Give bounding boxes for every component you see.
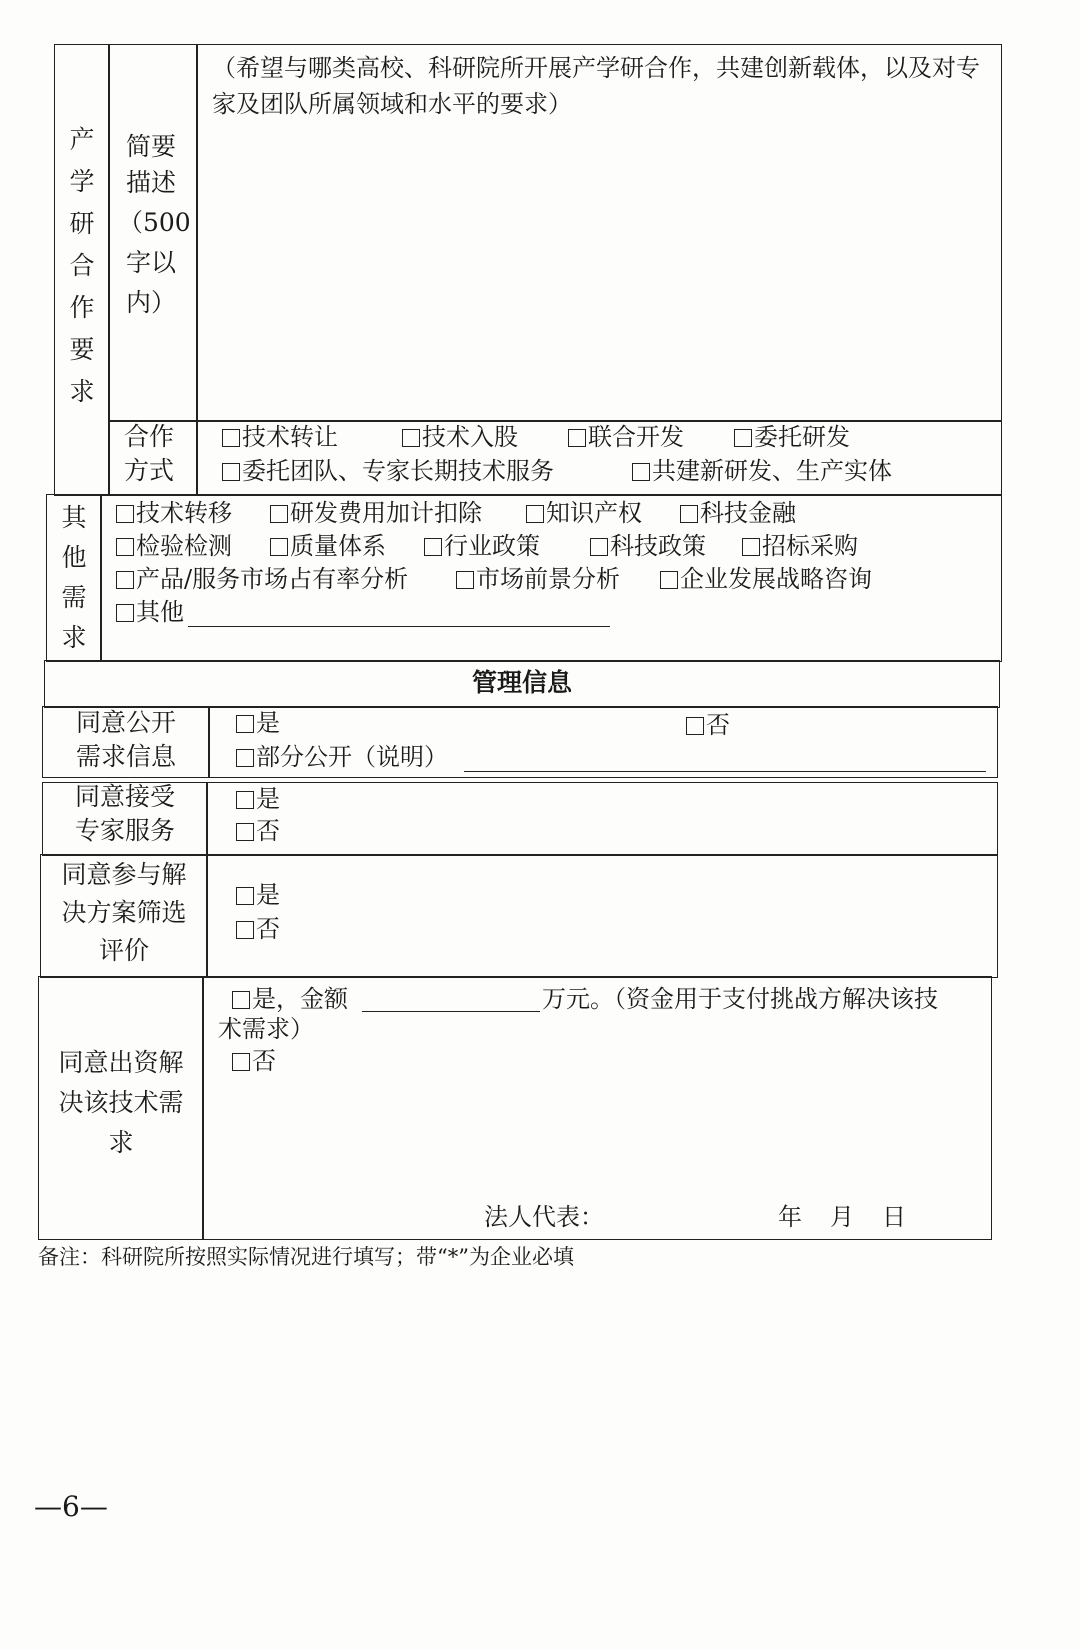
public-label-line: 需求信息 <box>75 742 176 771</box>
eval-options-cell <box>206 854 998 978</box>
other-option-rd-deduction[interactable]: 研发费用加计扣除 <box>270 496 482 530</box>
eval-label-line: 评价 <box>98 936 149 965</box>
fund-yes-suffix: 万元。（资金用于支付挑战方解决该技 <box>542 985 938 1013</box>
checkbox[interactable] <box>236 823 254 841</box>
checkbox[interactable] <box>270 538 288 556</box>
management-title: 管理信息 <box>471 668 572 697</box>
other-needs-label-char: 其 <box>61 503 87 532</box>
coop-option-tech-equity[interactable]: 技术入股 <box>402 420 518 454</box>
expert-no-option[interactable]: 否 <box>236 814 280 848</box>
coop-option-long-term-service[interactable]: 委托团队、专家长期技术服务 <box>222 454 554 488</box>
public-label-line: 同意公开 <box>75 708 176 737</box>
other-needs-label-char: 求 <box>61 623 87 652</box>
public-partial-explain-line[interactable] <box>464 771 986 772</box>
fund-no-option[interactable]: 否 <box>232 1044 276 1078</box>
other-option-inspection[interactable]: 检验检测 <box>116 529 232 563</box>
checkbox[interactable] <box>568 429 586 447</box>
checkbox[interactable] <box>232 1053 250 1071</box>
desc-label-line: （500 <box>118 208 191 237</box>
fund-yes-option[interactable]: 是，金额 <box>232 982 348 1016</box>
checkbox[interactable] <box>270 505 288 523</box>
eval-label-line: 同意参与解 <box>61 860 187 889</box>
eval-label-line: 决方案筛选 <box>61 898 187 927</box>
public-no-option[interactable]: 否 <box>686 708 730 742</box>
coop-option-joint-entity[interactable]: 共建新研发、生产实体 <box>632 454 892 488</box>
checkbox[interactable] <box>686 717 704 735</box>
desc-hint-text: （希望与哪类高校、科研院所开展产学研合作，共建创新载体，以及对专家及团队所属领域和水平的要求） <box>212 54 980 118</box>
checkbox[interactable] <box>222 429 240 447</box>
checkbox[interactable] <box>742 538 760 556</box>
coop-option-tech-transfer[interactable]: 技术转让 <box>222 420 338 454</box>
checkbox[interactable] <box>632 463 650 481</box>
fund-amount-input-line[interactable] <box>362 1011 540 1012</box>
checkbox[interactable] <box>236 887 254 905</box>
other-option-ip[interactable]: 知识产权 <box>526 496 642 530</box>
expert-options-cell <box>206 782 998 856</box>
date-month: 月 <box>830 1203 854 1231</box>
other-option-market-outlook[interactable]: 市场前景分析 <box>456 562 620 596</box>
other-specify-input-line[interactable] <box>188 626 610 627</box>
page-number: —6— <box>34 1490 108 1523</box>
other-option-tech-transfer[interactable]: 技术转移 <box>116 496 232 530</box>
section-coop-label-char: 学 <box>69 167 95 196</box>
other-needs-label-char: 需 <box>61 583 87 612</box>
footnote: 备注：科研院所按照实际情况进行填写；带“*”为企业必填 <box>38 1245 574 1269</box>
coop-mode-label-line: 方式 <box>124 456 175 485</box>
checkbox[interactable] <box>116 538 134 556</box>
checkbox[interactable] <box>456 571 474 589</box>
section-coop-label-char: 要 <box>69 335 95 364</box>
expert-yes-option[interactable]: 是 <box>236 782 280 816</box>
other-option-tech-finance[interactable]: 科技金融 <box>680 496 796 530</box>
checkbox[interactable] <box>236 715 254 733</box>
checkbox[interactable] <box>236 791 254 809</box>
checkbox[interactable] <box>116 505 134 523</box>
other-option-other[interactable]: 其他 <box>116 595 184 629</box>
checkbox[interactable] <box>660 571 678 589</box>
checkbox[interactable] <box>680 505 698 523</box>
expert-label-line: 专家服务 <box>74 816 175 845</box>
expert-label-line: 同意接受 <box>74 782 175 811</box>
checkbox[interactable] <box>222 463 240 481</box>
desc-label-line: 简要 <box>126 132 177 161</box>
coop-mode-label-line: 合作 <box>124 422 175 451</box>
fund-yes-line2: 术需求） <box>218 1015 314 1043</box>
checkbox[interactable] <box>402 429 420 447</box>
checkbox[interactable] <box>116 604 134 622</box>
checkbox[interactable] <box>236 921 254 939</box>
section-coop-label-char: 作 <box>69 293 95 322</box>
checkbox[interactable] <box>232 991 250 1009</box>
other-needs-label-char: 他 <box>61 543 87 572</box>
other-option-tech-policy[interactable]: 科技政策 <box>590 529 706 563</box>
public-partial-option[interactable]: 部分公开（说明） <box>236 740 448 774</box>
checkbox[interactable] <box>424 538 442 556</box>
section-coop-label-char: 产 <box>69 125 95 154</box>
other-option-industry-policy[interactable]: 行业政策 <box>424 529 540 563</box>
coop-option-commissioned-rd[interactable]: 委托研发 <box>734 420 850 454</box>
coop-option-joint-dev[interactable]: 联合开发 <box>568 420 684 454</box>
legal-rep-label: 法人代表： <box>484 1203 604 1231</box>
checkbox[interactable] <box>526 505 544 523</box>
fund-label-line: 同意出资解 <box>58 1048 184 1077</box>
fund-label-line: 求 <box>108 1128 134 1157</box>
desc-label-line: 内） <box>126 288 177 317</box>
section-coop-label-char: 求 <box>69 377 95 406</box>
eval-yes-option[interactable]: 是 <box>236 878 280 912</box>
checkbox[interactable] <box>734 429 752 447</box>
date-day: 日 <box>882 1203 906 1231</box>
other-option-strategy[interactable]: 企业发展战略咨询 <box>660 562 872 596</box>
section-coop-label-char: 合 <box>69 251 95 280</box>
other-option-market-share[interactable]: 产品/服务市场占有率分析 <box>116 562 408 596</box>
checkbox[interactable] <box>116 571 134 589</box>
checkbox[interactable] <box>590 538 608 556</box>
other-option-bidding[interactable]: 招标采购 <box>742 529 858 563</box>
fund-label-line: 决该技术需 <box>58 1088 184 1117</box>
desc-label-line: 描述 <box>126 168 177 197</box>
other-option-quality-system[interactable]: 质量体系 <box>270 529 386 563</box>
date-year: 年 <box>778 1203 802 1231</box>
checkbox[interactable] <box>236 749 254 767</box>
section-coop-label-char: 研 <box>69 209 95 238</box>
eval-no-option[interactable]: 否 <box>236 912 280 946</box>
public-yes-option[interactable]: 是 <box>236 706 280 740</box>
desc-label-line: 字以 <box>126 248 177 277</box>
